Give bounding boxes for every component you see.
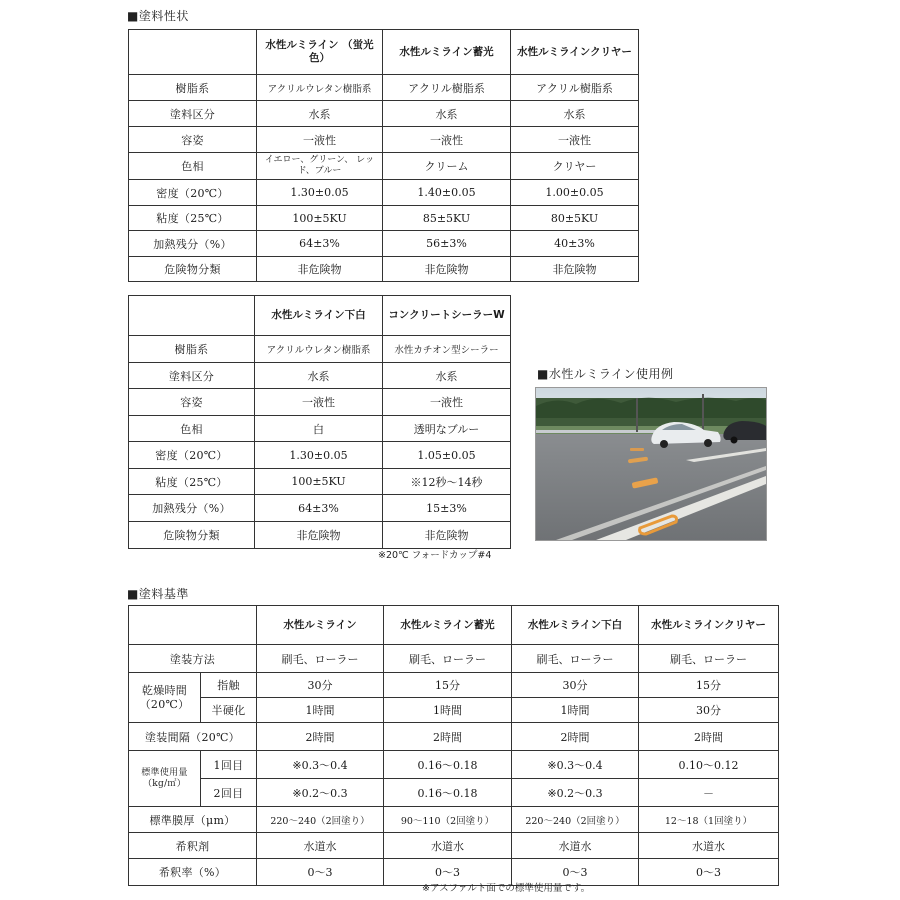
- column-header: 水性ルミライン下白: [512, 606, 639, 645]
- cell: 透明なブルー: [383, 416, 511, 442]
- cell: イエロー、グリーン、 レッド、ブルー: [257, 153, 383, 180]
- table-row: [129, 75, 639, 101]
- table-row: [129, 779, 779, 807]
- row-sublabel: 半硬化: [201, 698, 257, 723]
- cell: 非危険物: [257, 257, 383, 282]
- table-row: [129, 469, 511, 495]
- cell: 水道水: [639, 833, 779, 859]
- cell: 220～240（2回塗り）: [257, 807, 384, 833]
- column-header: 水性ルミライン下白: [255, 296, 383, 336]
- coating-standards-table: [128, 605, 779, 886]
- table-row: [129, 698, 779, 723]
- cell: ※0.2～0.3: [512, 779, 639, 807]
- column-header: 水性ルミラインクリヤー: [511, 30, 639, 75]
- cell: 白: [255, 416, 383, 442]
- cell: アクリルウレタン樹脂系: [257, 75, 383, 101]
- cell: 2時間: [257, 723, 384, 751]
- section1-heading: ■塗料性状: [127, 9, 189, 23]
- column-header: 水性ルミライン蓄光: [383, 30, 511, 75]
- table-row: [129, 833, 779, 859]
- column-header: 水性ルミライン: [257, 606, 384, 645]
- cell: 水道水: [257, 833, 384, 859]
- cell: 30分: [257, 673, 384, 698]
- cell: －: [639, 779, 779, 807]
- cell: 2時間: [639, 723, 779, 751]
- cell: 一液性: [511, 127, 639, 153]
- cell: 刷毛、ローラー: [257, 645, 384, 673]
- table-row: [129, 180, 639, 206]
- cell: 1時間: [384, 698, 512, 723]
- cell: 30分: [512, 673, 639, 698]
- table-row: [129, 416, 511, 442]
- table-row: [129, 363, 511, 389]
- cell: 80±5KU: [511, 206, 639, 231]
- cell: クリヤー: [511, 153, 639, 180]
- cell: 0～3: [639, 859, 779, 886]
- cell: 1.30±0.05: [255, 442, 383, 469]
- cell: 1.30±0.05: [257, 180, 383, 206]
- cell: 15分: [639, 673, 779, 698]
- table-header-row: [129, 606, 779, 645]
- cell: 1時間: [257, 698, 384, 723]
- table-row: [129, 153, 639, 180]
- cell: ※12秒～14秒: [383, 469, 511, 495]
- row-label: 粘度（25℃）: [129, 469, 255, 495]
- cell: 2時間: [384, 723, 512, 751]
- row-label: 塗料区分: [129, 101, 257, 127]
- cell: 100±5KU: [257, 206, 383, 231]
- cell: アクリルウレタン樹脂系: [255, 336, 383, 363]
- cell: 一液性: [383, 389, 511, 416]
- cell: 非危険物: [511, 257, 639, 282]
- row-label: 塗料区分: [129, 363, 255, 389]
- cell: 0.16～0.18: [384, 779, 512, 807]
- usage-example-heading: ■水性ルミライン使用例: [537, 367, 674, 381]
- cell: 56±3%: [383, 231, 511, 257]
- cell: 0～3: [512, 859, 639, 886]
- row-label: 粘度（25℃）: [129, 206, 257, 231]
- cell: 一液性: [255, 389, 383, 416]
- section3-heading: ■塗料基準: [127, 587, 189, 601]
- column-header: コンクリートシーラーW: [383, 296, 511, 336]
- cell: 1.05±0.05: [383, 442, 511, 469]
- row-sublabel: 指触: [201, 673, 257, 698]
- usage-footnote: ※アスファルト面での標準使用量です。: [422, 883, 591, 894]
- table-row: [129, 257, 639, 282]
- cell: 1.40±0.05: [383, 180, 511, 206]
- row-label: 密度（20℃）: [129, 180, 257, 206]
- cell: 220～240（2回塗り）: [512, 807, 639, 833]
- row-label: 加熱残分（%）: [129, 231, 257, 257]
- viscosity-footnote: ※20℃ フォードカップ#4: [378, 550, 492, 561]
- cell: 15±3%: [383, 495, 511, 522]
- empty-corner-cell: [129, 296, 255, 336]
- row-label: 密度（20℃）: [129, 442, 255, 469]
- row-group-label: 乾燥時間 （20℃）: [129, 673, 201, 723]
- cell: 64±3%: [255, 495, 383, 522]
- table-row: [129, 101, 639, 127]
- cell: アクリル樹脂系: [383, 75, 511, 101]
- cell: ※0.3～0.4: [512, 751, 639, 779]
- cell: 非危険物: [255, 522, 383, 549]
- row-label: 加熱残分（%）: [129, 495, 255, 522]
- table-row: [129, 522, 511, 549]
- row-label: 標準膜厚（μm）: [129, 807, 257, 833]
- row-sublabel: 1回目: [201, 751, 257, 779]
- row-label: 希釈剤: [129, 833, 257, 859]
- table-header-row: [129, 30, 639, 75]
- cell: 水系: [255, 363, 383, 389]
- column-header: 水性ルミライン蓄光: [384, 606, 512, 645]
- cell: 0.16～0.18: [384, 751, 512, 779]
- column-header: 水性ルミラインクリヤー: [639, 606, 779, 645]
- table-row: [129, 336, 511, 363]
- row-label: 塗装方法: [129, 645, 257, 673]
- cell: 1.00±0.05: [511, 180, 639, 206]
- cell: 100±5KU: [255, 469, 383, 495]
- cell: 刷毛、ローラー: [384, 645, 512, 673]
- table-row: [129, 127, 639, 153]
- cell: 水系: [383, 101, 511, 127]
- empty-corner-cell: [129, 606, 257, 645]
- row-group-label: 標準使用量 （kg/㎡）: [129, 751, 201, 807]
- table-row: [129, 389, 511, 416]
- cell: 40±3%: [511, 231, 639, 257]
- cell: 非危険物: [383, 257, 511, 282]
- cell: 水性カチオン型シーラー: [383, 336, 511, 363]
- cell: 30分: [639, 698, 779, 723]
- row-label: 容姿: [129, 127, 257, 153]
- cell: 刷毛、ローラー: [639, 645, 779, 673]
- cell: ※0.2～0.3: [257, 779, 384, 807]
- cell: 一液性: [383, 127, 511, 153]
- table-row: [129, 807, 779, 833]
- cell: 90～110（2回塗り）: [384, 807, 512, 833]
- cell: 非危険物: [383, 522, 511, 549]
- column-header: 水性ルミライン （蛍光色）: [257, 30, 383, 75]
- row-label: 容姿: [129, 389, 255, 416]
- row-label: 樹脂系: [129, 75, 257, 101]
- cell: 一液性: [257, 127, 383, 153]
- cell: 85±5KU: [383, 206, 511, 231]
- cell: ※0.3～0.4: [257, 751, 384, 779]
- cell: 15分: [384, 673, 512, 698]
- table-row: [129, 751, 779, 779]
- row-label: 危険物分類: [129, 257, 257, 282]
- table-row: [129, 673, 779, 698]
- table-row: [129, 442, 511, 469]
- cell: 12～18（1回塗り）: [639, 807, 779, 833]
- cell: アクリル樹脂系: [511, 75, 639, 101]
- cell: 0～3: [384, 859, 512, 886]
- cell: 1時間: [512, 698, 639, 723]
- cell: 水系: [383, 363, 511, 389]
- row-label: 色相: [129, 153, 257, 180]
- table-row: [129, 723, 779, 751]
- table-row: [129, 495, 511, 522]
- cell: クリーム: [383, 153, 511, 180]
- table-row: [129, 645, 779, 673]
- row-sublabel: 2回目: [201, 779, 257, 807]
- empty-corner-cell: [129, 30, 257, 75]
- cell: 水系: [257, 101, 383, 127]
- table-row: [129, 206, 639, 231]
- paint-properties-table-1: [128, 29, 639, 282]
- cell: 水道水: [512, 833, 639, 859]
- road-marking-photo-illustration: [536, 388, 766, 540]
- cell: 刷毛、ローラー: [512, 645, 639, 673]
- cell: 64±3%: [257, 231, 383, 257]
- cell: 水道水: [384, 833, 512, 859]
- row-label: 樹脂系: [129, 336, 255, 363]
- usage-example-photo: [535, 387, 767, 541]
- row-label: 危険物分類: [129, 522, 255, 549]
- cell: 0～3: [257, 859, 384, 886]
- table-row: [129, 231, 639, 257]
- row-label: 色相: [129, 416, 255, 442]
- paint-properties-table-2: [128, 295, 511, 549]
- cell: 水系: [511, 101, 639, 127]
- row-label: 希釈率（%）: [129, 859, 257, 886]
- table-header-row: [129, 296, 511, 336]
- row-label: 塗装間隔（20℃）: [129, 723, 257, 751]
- cell: 2時間: [512, 723, 639, 751]
- cell: 0.10～0.12: [639, 751, 779, 779]
